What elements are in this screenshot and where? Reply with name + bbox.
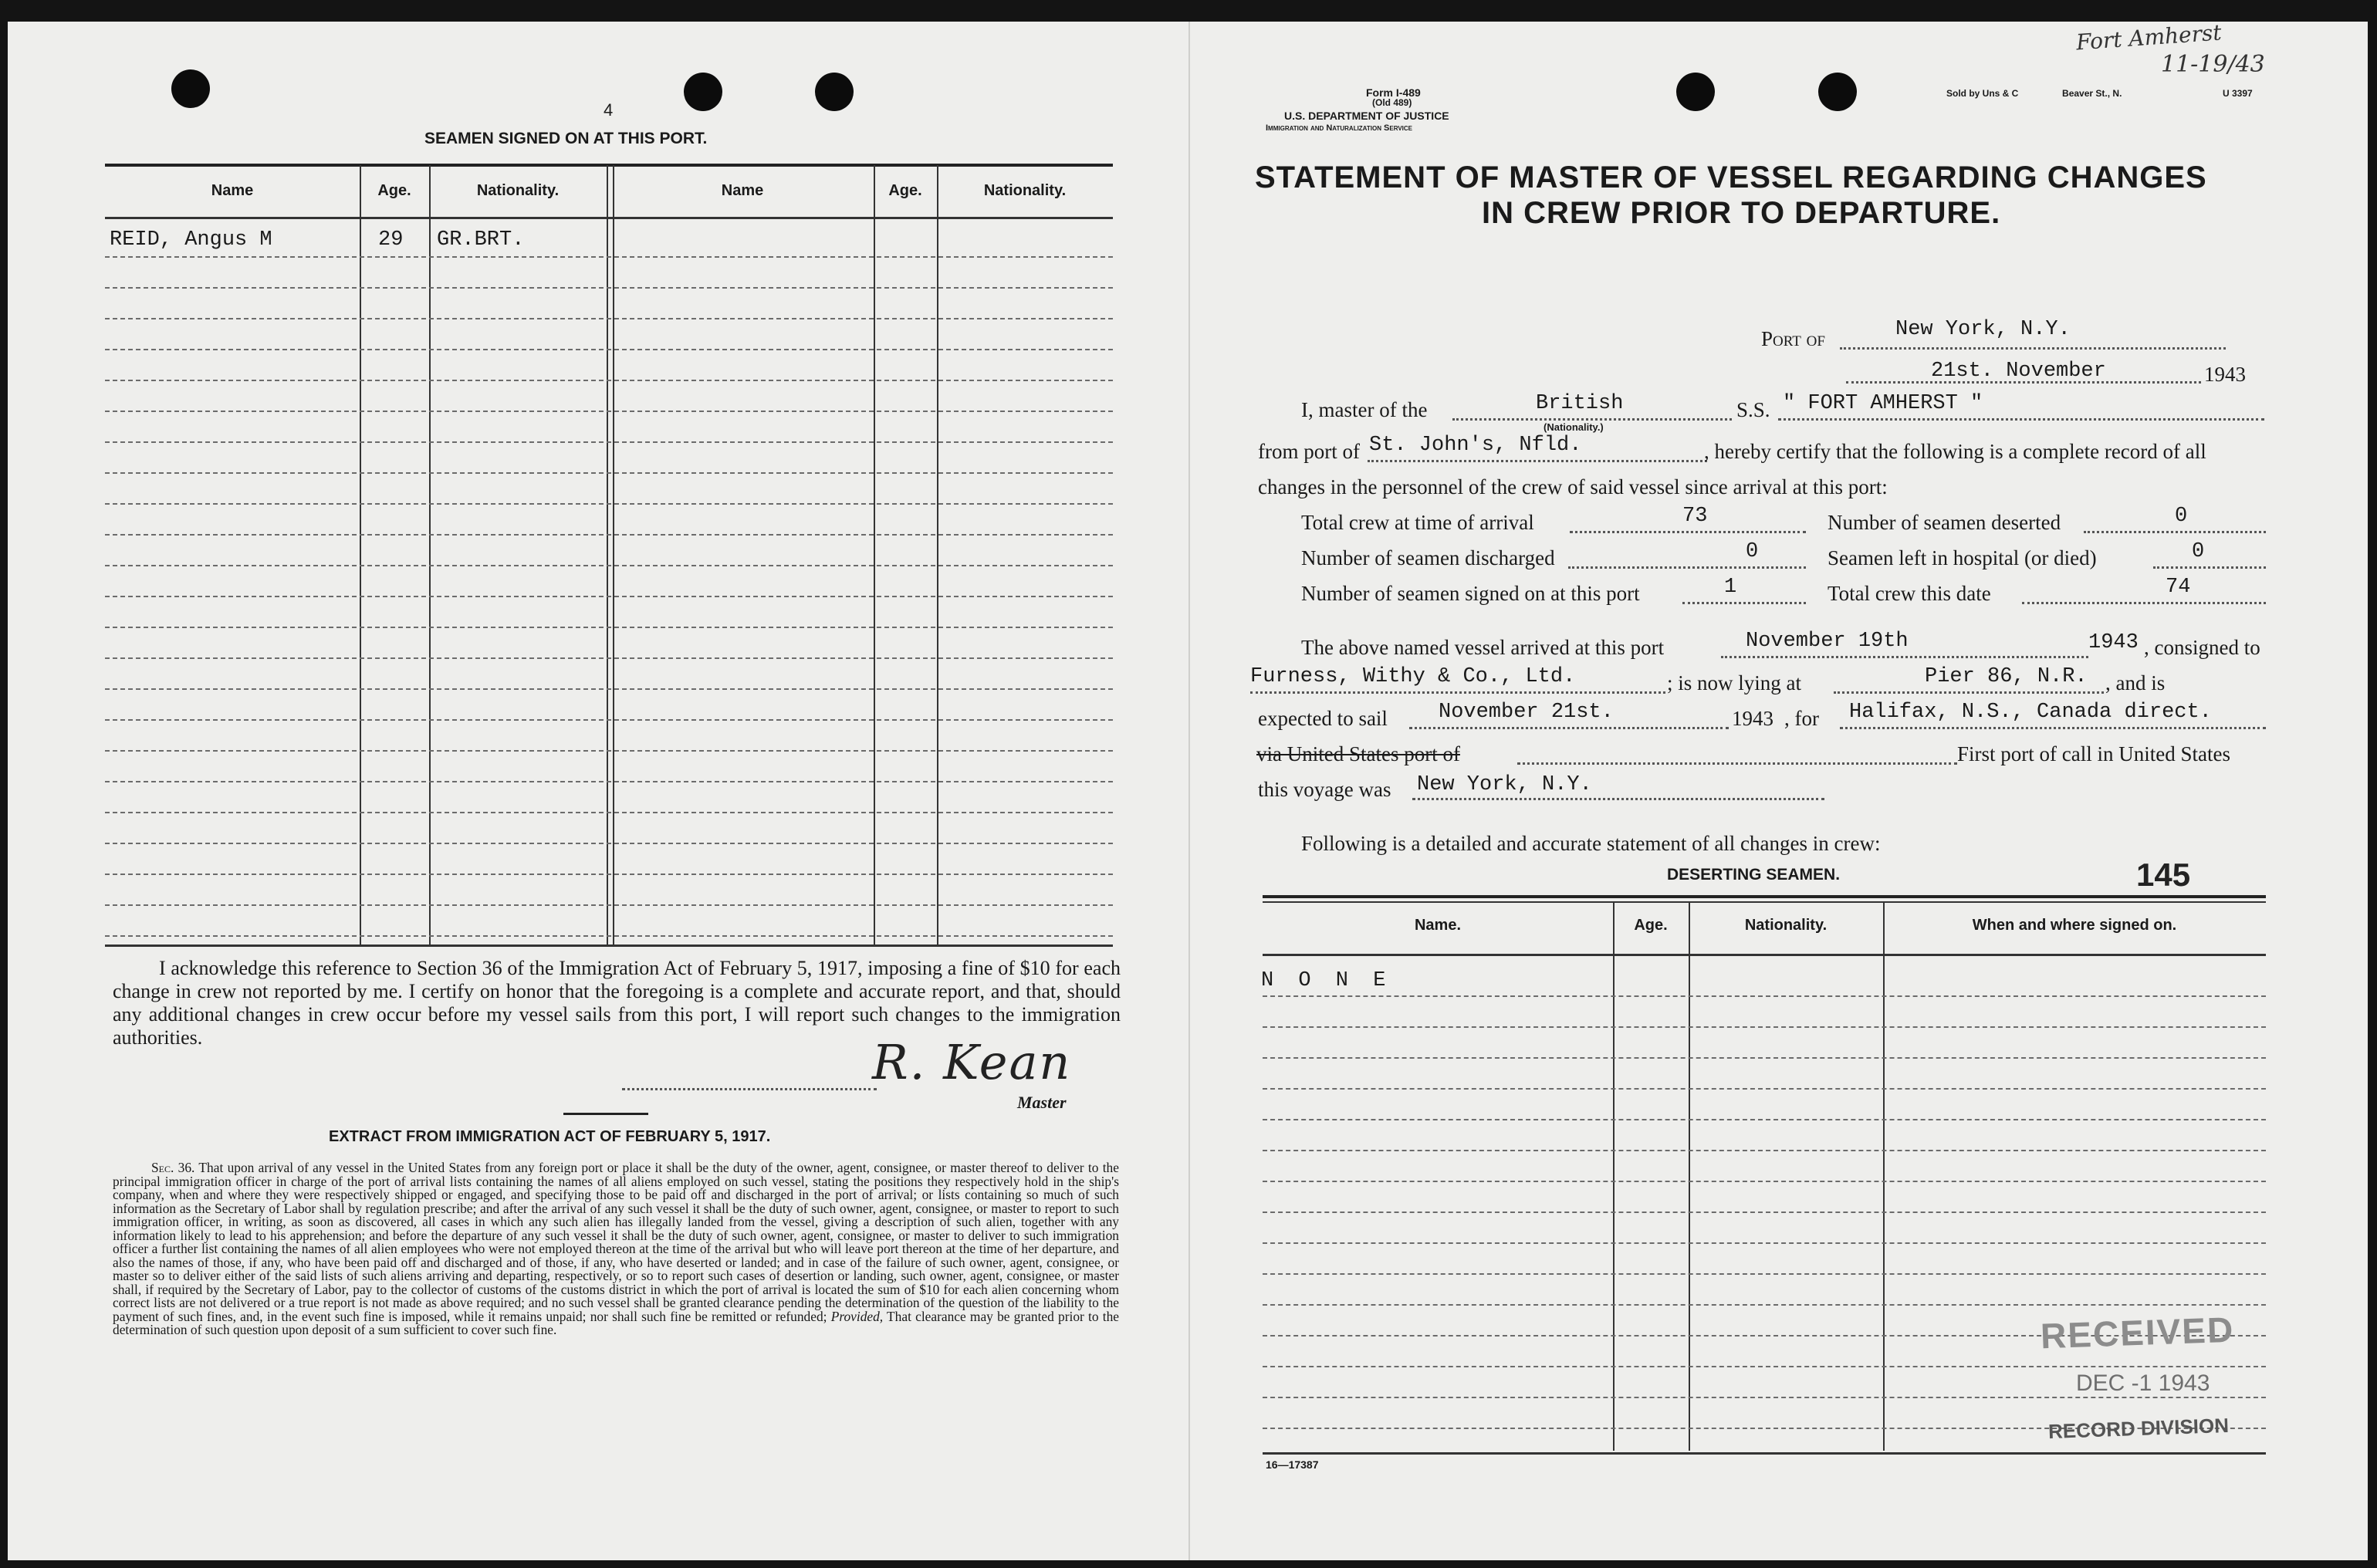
deserting-title: DESERTING SEAMEN. [1667,866,1841,884]
lying-text: ; is now lying at [1667,671,1801,694]
page-number: 4 [604,100,614,120]
signed-on-label: Number of seamen signed on at this port [1301,582,1640,605]
stamp-number: 145 [2136,857,2191,893]
master-label: I, master of the [1301,398,1428,421]
ss-label: S.S. [1736,398,1770,421]
following-text: Following is a detailed and accurate statement of all changes in crew: [1301,832,1881,855]
for-text: , for [1784,707,1819,730]
total-date-value: 74 [2166,576,2191,599]
department-name: U.S. DEPARTMENT OF JUSTICE [1284,110,1449,122]
destination: Halifax, N.S., Canada direct. [1849,701,2212,724]
sail-year: 1943 [1732,707,1773,730]
form-code: 16—17387 [1266,1458,1319,1471]
deserting-entry: N O N E [1261,969,1386,992]
certify-text: , hereby certify that the following is a complete record of all [1704,440,2206,463]
voyage-text: this voyage was [1258,778,1391,801]
arrived-text: The above named vessel arrived at this port [1301,636,1665,659]
stamp-division: RECORD DIVISION [2047,1413,2230,1444]
handwritten-note: Fort Amherst [2075,19,2223,56]
column-header-name: Name [721,182,764,199]
date-value: 21st. November [1931,360,2106,383]
deserting-column-age: Age. [1634,917,1668,934]
punch-hole [815,73,854,111]
arrival-year: 1943 [2088,631,2139,654]
total-arrival-value: 73 [1682,505,1708,528]
from-port-value: St. John's, Nfld. [1369,434,1582,457]
punch-hole [1676,73,1715,111]
sail-date: November 21st. [1439,701,1614,724]
column-header-age: Age. [888,182,922,199]
deserting-column-signed-on: When and where signed on. [1972,917,2177,934]
signature-line [622,1088,877,1090]
handwritten-note: 11-19/43 [2161,51,2265,78]
discharged-label: Number of seamen discharged [1301,546,1555,569]
form-number: Form I-489 [1366,86,1421,99]
punch-hole [684,73,722,111]
seaman-name: REID, Angus M [110,228,272,252]
port-label: Port of [1761,327,1825,350]
total-arrival-label: Total crew at time of arrival [1301,511,1534,534]
hospital-label: Seamen left in hospital (or died) [1828,546,2097,569]
hospital-value: 0 [2192,540,2205,563]
seaman-age: 29 [378,228,404,252]
service-name: Immigration and Naturalization Service [1266,123,1413,133]
pier-location: Pier 86, N.R. [1925,665,2088,688]
nationality-caption: (Nationality.) [1544,421,1604,433]
form-old-number: (Old 489) [1372,97,1412,108]
seaman-nationality: GR.BRT. [437,228,525,252]
and-is-text: , and is [2105,671,2166,694]
extract-title: EXTRACT FROM IMMIGRATION ACT OF FEBRUARY 5, 1917. [329,1128,771,1145]
seamen-signed-title: SEAMEN SIGNED ON AT THIS PORT. [424,130,708,147]
extract-text: Sec. 36. That upon arrival of any vessel in the United States from any foreign port or place it shall be the duty of the owner, agent, consignee, or master thereof to deliver to the principal immigration officer in charge of the port of arrival lists containing the names of all aliens employed on such vessel, stating the positions they respectively hold in the ship's company, when and where they were respectively shipped or engaged, and specifying those to be paid off and discharged in the port of arrival; or lists containing so much of such information as the Secretary of Labor shall by regulation prescribe; and after the arrival of any such vessel it shall be the duty of such owner, agent, consignee, or master to report to such immigration officer, in writing, as soon as discovered, all cases in which any such alien has illegally landed from the vessel, giving a description of such alien, together with any information likely to lead to his apprehension; and before the departure of any such vessel it shall be the duty of such owner, agent, consignee, or master to deliver to such immigration officer a further list containing the names of all alien employees who were not employed thereon at the time of the arrival but who will leave port thereon at the time of her departure, and also the names of those, if any, who have been paid off and discharged and of those, if any, who have deserted or landed; and in case of the failure of such owner, agent, consignee, or master so to deliver either of the said lists of such aliens arriving and departing, respectively, or so to report such cases of desertion or landing, such owner, agent, consignee, or master shall, if required by the Secretary of Labor, pay to the collector of customs of the customs district in which the port of arrival is located the sum of $10 for each alien concerning whom correct lists are not delivered or a true report is not made as above required; and no such vessel shall be granted clearance pending the determination of the question of the liability to the payment of such fines, and, in the event such fine is imposed, while it remains unpaid; nor shall such fine be remitted or refunded; Provided, That clearance may be granted prior to the determination of such question upon deposit of a sum sufficient to cover such fine. [113,1160,1119,1337]
deserting-column-nationality: Nationality. [1744,917,1828,934]
stamp-date: DEC -1 1943 [2076,1370,2210,1396]
arrival-date: November 19th [1746,630,1909,653]
column-header-name: Name [211,182,254,199]
first-port-value: New York, N.Y. [1417,773,1592,796]
total-date-label: Total crew this date [1828,582,1991,605]
stamp-received: RECEIVED [2040,1309,2236,1357]
punch-hole [1818,73,1857,111]
signature-role: Master [1017,1093,1067,1112]
vessel-name: " FORT AMHERST " [1783,392,1983,415]
discharged-value: 0 [1746,540,1759,563]
column-header-nationality: Nationality. [476,182,560,199]
punch-hole [171,69,210,108]
master-signature: R. Kean [872,1034,1072,1090]
nationality-value: British [1536,392,1624,415]
form-title: IN CREW PRIOR TO DEPARTURE. [1482,196,2001,230]
column-header-age: Age. [377,182,411,199]
deserted-value: 0 [2175,505,2188,528]
consignee: Furness, Withy & Co., Ltd. [1250,665,1576,688]
sold-by: Sold by Uns & C Beaver St., N. [1946,88,2122,99]
deserting-column-name: Name. [1414,917,1462,934]
sail-label: expected to sail [1258,707,1388,730]
consigned-text: , consigned to [2144,636,2260,659]
page-fold [1188,22,1190,1560]
sold-code: U 3397 [2223,88,2253,99]
deserted-label: Number of seamen deserted [1828,511,2061,534]
first-port-text: First port of call in United States [1957,742,2230,765]
via-text: via United States port of [1256,742,1460,765]
extract-section: Sec. 36. [151,1160,195,1175]
acknowledgement-text: I acknowledge this reference to Section 36 of the Immigration Act of February 5, 1917, imposing a fine of $10 for each change in crew not reported by me. I certify on honor that the foregoing is a complete and accurate report, and that, should any additional changes in crew occur before my vessel sails from this port, I will report such changes to the immigration authorities. [113,957,1121,1049]
form-title: STATEMENT OF MASTER OF VESSEL REGARDING CHANGES [1255,161,2207,194]
from-port-label: from port of [1258,440,1360,463]
signed-on-value: 1 [1724,576,1737,599]
column-header-nationality: Nationality. [983,182,1067,199]
year-printed: 1943 [2204,363,2246,386]
changes-text: changes in the personnel of the crew of said vessel since arrival at this port: [1258,475,1888,498]
port-value: New York, N.Y. [1895,318,2071,341]
